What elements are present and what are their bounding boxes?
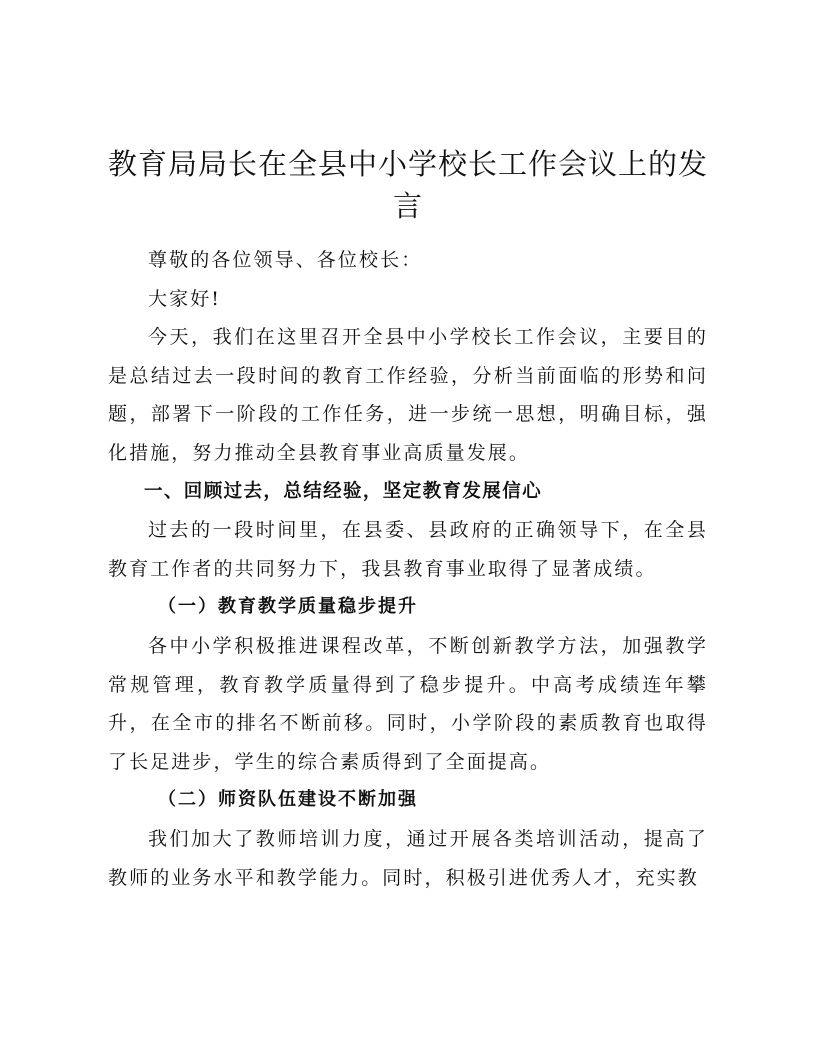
salutation-paragraph: 尊敬的各位领导、各位校长： bbox=[148, 249, 423, 271]
section-1-paragraph: 过去的一段时间里，在县委、县政府的正确领导下，在全县教育工作者的共同努力下，我县教育事业取得了显著成绩。 bbox=[108, 519, 708, 580]
subsection-2-paragraph: 我们加大了教师培训力度，通过开展各类培训活动，提高了教师的业务水平和教学能力。同时，积极引进优秀人才，充实教 bbox=[108, 827, 708, 889]
document-title: 教育局局长在全县中小学校长工作会议上的发言 bbox=[108, 147, 709, 223]
subsection-1-paragraph: 各中小学积极推进课程改革，不断创新教学方法，加强教学常规管理，教育教学质量得到了稳步提升。中高考成绩连年攀升，在全市的排名不断前移。同时，小学阶段的素质教育也取得了长足进步，学生的综合素质得到了全面提高。 bbox=[108, 634, 708, 773]
document-body bbox=[108, 241, 708, 897]
greeting-paragraph: 大家好! bbox=[148, 287, 222, 310]
section-heading-1: 一、回顾过去，总结经验，坚定教育发展信心 bbox=[144, 480, 543, 502]
subsection-heading-1: （一）教育教学质量稳步提升 bbox=[158, 596, 418, 618]
subsection-heading-2: （二）师资队伍建设不断加强 bbox=[158, 789, 418, 811]
intro-paragraph: 今天，我们在这里召开全县中小学校长工作会议，主要目的是总结过去一段时间的教育工作经验，分析当前面临的形势和问题，部署下一阶段的工作任务，进一步统一思想，明确目标，强化措施，努力推动全县教育事业高质量发展。 bbox=[108, 326, 708, 464]
